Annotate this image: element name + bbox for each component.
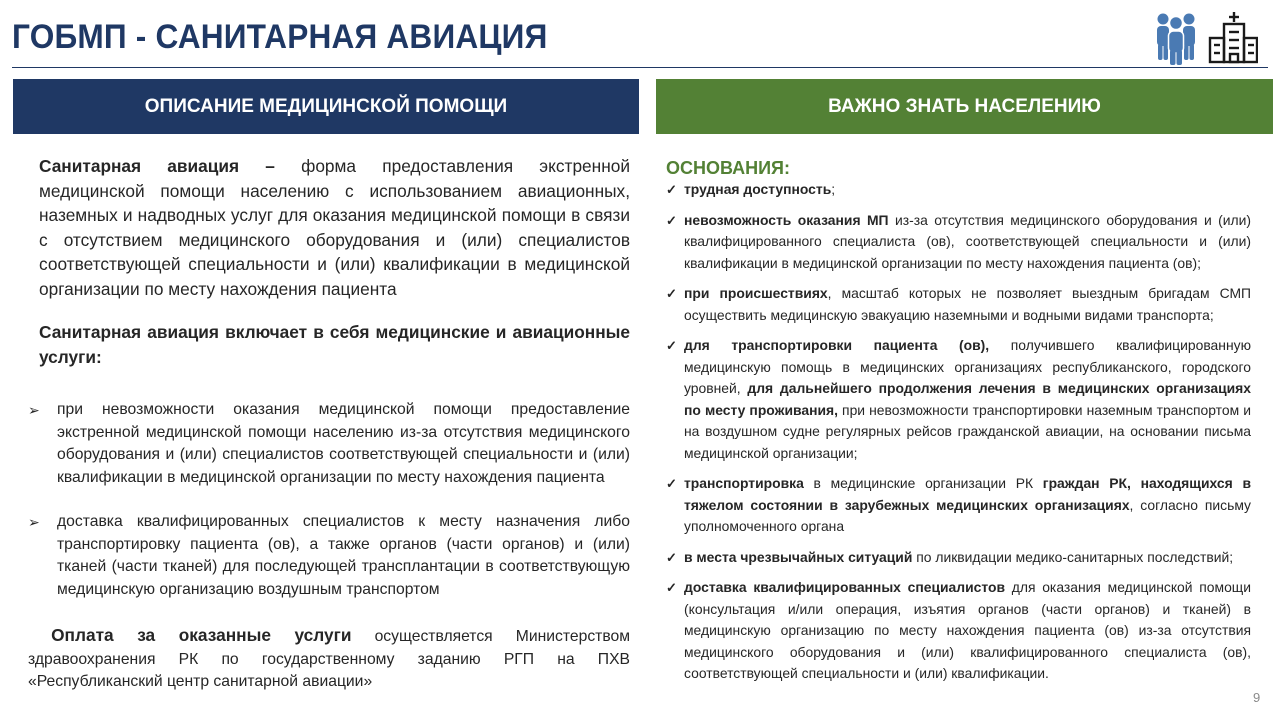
- grounds-item-bold: транспортировка: [684, 475, 804, 491]
- hospital-building-icon: [1210, 12, 1257, 62]
- grounds-item-text: при невозможности транспортировки наземным транспортом и на воздушном судне регулярных рейсов гражданской авиации, на основании письма медицинской организации;: [684, 401, 1251, 461]
- grounds-item-text: получившего квалифицированную медицинскую помощь в медицинских организациях республиканского, городского уровней,: [684, 337, 1251, 396]
- checkmark-icon: ✓: [666, 182, 677, 197]
- checkmark-icon: ✓: [666, 580, 677, 595]
- left-section-header: [13, 79, 639, 134]
- grounds-list-item: [666, 283, 1251, 326]
- grounds-list-item: [666, 577, 1251, 685]
- grounds-item-bold: для транспортировки пациента (ов),: [684, 337, 990, 353]
- grounds-item-text: из-за отсутствия медицинского оборудования и (или) квалифицированного специалиста (ов), соответствующей специальности и (или) квалификации в медицинской организации по месту нахождения пациента (ов);: [684, 211, 1251, 271]
- payment-paragraph: [28, 624, 630, 694]
- grounds-list-item: [666, 179, 1251, 201]
- grounds-list-item: [666, 210, 1251, 275]
- services-list-item: [28, 511, 630, 601]
- grounds-item-bold: в места чрезвычайных ситуаций: [684, 548, 913, 565]
- grounds-list-item: [666, 473, 1251, 538]
- right-header-text: ВАЖНО ЗНАТЬ НАСЕЛЕНИЮ: [828, 95, 1101, 117]
- grounds-item-bold: граждан РК, находящихся в тяжелом состоянии в зарубежных медицинских организациях: [684, 475, 1252, 513]
- page-number: 9: [1253, 690, 1261, 705]
- checkmark-icon: ✓: [666, 212, 677, 228]
- grounds-item-text: по ликвидации медико-санитарных последствий;: [912, 548, 1234, 565]
- definition-paragraph: [39, 154, 630, 301]
- header-icons: [1154, 10, 1258, 66]
- grounds-list: [666, 179, 1251, 685]
- grounds-item-bold: трудная доступность: [684, 181, 832, 197]
- grounds-item-bold: доставка квалифицированных специалистов: [684, 579, 1006, 595]
- grounds-list-item: [666, 547, 1251, 569]
- checkmark-icon: ✓: [666, 338, 677, 353]
- grounds-list-item: [666, 335, 1251, 464]
- grounds-item-text: , согласно письму уполномоченного органа: [684, 496, 1251, 534]
- arrow-bullet-icon: ➢: [28, 402, 40, 418]
- grounds-item-text: для оказания медицинской помощи (консультация и/или операция, изъятия органов (части органов) и тканей) в медицинскую организацию по месту нахождения пациента (ов) из-за отсутствия медицинского оборудования и (или) квалифицированного специалиста (ов), соответствующей специальности и (или) квалификации.: [684, 579, 1251, 681]
- grounds-heading: ОСНОВАНИЯ:: [666, 158, 790, 178]
- checkmark-icon: ✓: [666, 549, 677, 565]
- includes-heading: [39, 320, 630, 369]
- payment-term: Оплата за оказанные услуги: [51, 625, 352, 645]
- right-column: [666, 157, 1251, 685]
- grounds-item-text: в медицинские организации РК: [803, 475, 1043, 491]
- page-title: ГОБМП - САНИТАРНАЯ АВИАЦИЯ: [12, 18, 548, 56]
- grounds-item-bold: невозможность оказания МП: [684, 211, 889, 228]
- includes-heading-text: Санитарная авиация включает в себя медицинские и авиационные услуги:: [39, 322, 630, 367]
- left-column: [39, 154, 630, 405]
- service-text: при невозможности оказания медицинской помощи предоставление экстренной медицинской помощи населению из-за отсутствия медицинского оборудования и (или) специалистов соответствующей специальности и (или) квалификации в медицинской организации по месту нахождения пациента: [57, 401, 630, 486]
- right-section-header: [656, 79, 1273, 134]
- checkmark-icon: ✓: [666, 476, 677, 491]
- service-text: доставка квалифицированных специалистов к месту назначения либо транспортировку пациента (ов), а также органов (части органов) и (или) тканей (части тканей) для последующей трансплантации в соответствующую медицинскую организацию воздушным транспортом: [57, 513, 630, 598]
- services-list-item: [28, 399, 630, 489]
- grounds-item-text: , масштаб которых не позволяет выездным бригадам СМП осуществить медицинскую эвакуацию наземными и водными видами транспорта;: [684, 285, 1251, 323]
- grounds-item-bold: при происшествиях: [684, 285, 828, 301]
- grounds-item-bold: для дальнейшего продолжения лечения в медицинских организациях по месту проживания,: [684, 380, 1251, 418]
- people-group-icon: [1157, 14, 1195, 66]
- payment-text: осуществляется Министерством здравоохранения РК по государственному заданию РГП на ПХВ «Республиканский центр санитарной авиации»: [28, 628, 631, 690]
- title-divider: [12, 67, 1268, 68]
- grounds-item-text: ;: [831, 181, 836, 197]
- definition-term: Санитарная авиация –: [39, 156, 275, 176]
- arrow-bullet-icon: ➢: [28, 514, 40, 530]
- left-header-text: ОПИСАНИЕ МЕДИЦИНСКОЙ ПОМОЩИ: [144, 95, 508, 117]
- checkmark-icon: ✓: [666, 286, 677, 301]
- definition-text: форма предоставления экстренной медицинской помощи населению с использованием авиационных, наземных и надводных услуг для оказания медицинской помощи в связи с отсутствием медицинского оборудования и (или) специалистов соответствующей специальности и (или) квалификации в медицинской организации по месту нахождения пациента: [39, 156, 631, 299]
